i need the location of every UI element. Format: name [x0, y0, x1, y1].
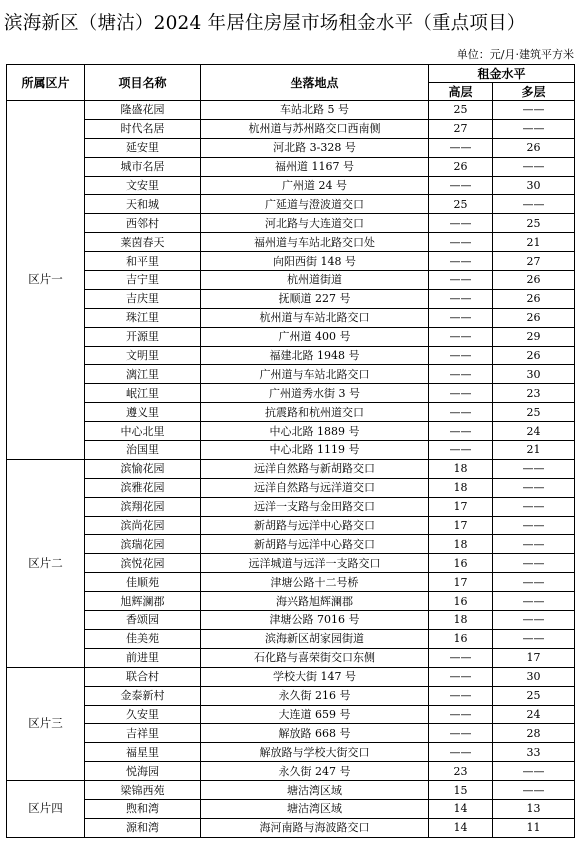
- project-name-cell: 时代名居: [85, 119, 201, 138]
- location-cell: 远洋自然路与新胡路交口: [201, 459, 429, 478]
- project-name-cell: 滨雅花园: [85, 478, 201, 497]
- header-high-rise: 高层: [429, 83, 493, 101]
- table-row: [7, 308, 575, 327]
- header-rent-level: 租金水平: [429, 65, 575, 83]
- high-rise-rent-cell: ——: [429, 422, 493, 441]
- high-rise-rent-cell: 16: [429, 554, 493, 573]
- multi-storey-rent-cell: ——: [493, 459, 575, 478]
- table-row: [7, 535, 575, 554]
- multi-storey-rent-cell: ——: [493, 573, 575, 592]
- table-row: [7, 365, 575, 384]
- project-name-cell: 福星里: [85, 743, 201, 762]
- table-row: [7, 289, 575, 308]
- location-cell: 广州道与车站北路交口: [201, 365, 429, 384]
- high-rise-rent-cell: ——: [429, 705, 493, 724]
- location-cell: 车站北路 5 号: [201, 101, 429, 120]
- multi-storey-rent-cell: 11: [493, 818, 575, 837]
- table-row: [7, 138, 575, 157]
- location-cell: 广州道 400 号: [201, 327, 429, 346]
- high-rise-rent-cell: ——: [429, 138, 493, 157]
- location-cell: 广州道 24 号: [201, 176, 429, 195]
- project-name-cell: 联合村: [85, 667, 201, 686]
- table-row: [7, 667, 575, 686]
- table-row: [7, 195, 575, 214]
- multi-storey-rent-cell: ——: [493, 497, 575, 516]
- location-cell: 海河南路与海波路交口: [201, 818, 429, 837]
- project-name-cell: 漓江里: [85, 365, 201, 384]
- location-cell: 学校大街 147 号: [201, 667, 429, 686]
- project-name-cell: 吉祥里: [85, 724, 201, 743]
- high-rise-rent-cell: 27: [429, 119, 493, 138]
- table-row: [7, 705, 575, 724]
- high-rise-rent-cell: 23: [429, 762, 493, 781]
- high-rise-rent-cell: 16: [429, 592, 493, 611]
- location-cell: 河北路与大连道交口: [201, 214, 429, 233]
- project-name-cell: 前进里: [85, 648, 201, 667]
- location-cell: 解放路 668 号: [201, 724, 429, 743]
- header-multi-storey: 多层: [493, 83, 575, 101]
- table-row: [7, 327, 575, 346]
- project-name-cell: 久安里: [85, 705, 201, 724]
- project-name-cell: 莱茵春天: [85, 233, 201, 252]
- header-location: 坐落地点: [201, 65, 429, 101]
- multi-storey-rent-cell: 26: [493, 289, 575, 308]
- table-row: [7, 818, 575, 837]
- high-rise-rent-cell: ——: [429, 686, 493, 705]
- project-name-cell: 治国里: [85, 441, 201, 460]
- table-row: [7, 157, 575, 176]
- header-project: 项目名称: [85, 65, 201, 101]
- high-rise-rent-cell: ——: [429, 308, 493, 327]
- table-row: [7, 516, 575, 535]
- location-cell: 津塘公路 7016 号: [201, 611, 429, 630]
- high-rise-rent-cell: 15: [429, 781, 493, 800]
- location-cell: 广州道秀水街 3 号: [201, 384, 429, 403]
- high-rise-rent-cell: ——: [429, 743, 493, 762]
- unit-note: 单位：元/月·建筑平方米: [456, 48, 574, 61]
- project-name-cell: 文安里: [85, 176, 201, 195]
- project-name-cell: 西邻村: [85, 214, 201, 233]
- table-row: [7, 724, 575, 743]
- location-cell: 永久街 216 号: [201, 686, 429, 705]
- location-cell: 河北路 3-328 号: [201, 138, 429, 157]
- high-rise-rent-cell: ——: [429, 648, 493, 667]
- multi-storey-rent-cell: ——: [493, 611, 575, 630]
- location-cell: 福建北路 1948 号: [201, 346, 429, 365]
- project-name-cell: 佳美苑: [85, 629, 201, 648]
- high-rise-rent-cell: ——: [429, 384, 493, 403]
- multi-storey-rent-cell: 30: [493, 176, 575, 195]
- location-cell: 滨海新区胡家园街道: [201, 629, 429, 648]
- location-cell: 海兴路旭辉澜郡: [201, 592, 429, 611]
- multi-storey-rent-cell: 24: [493, 705, 575, 724]
- high-rise-rent-cell: 18: [429, 611, 493, 630]
- multi-storey-rent-cell: 13: [493, 799, 575, 818]
- multi-storey-rent-cell: 30: [493, 365, 575, 384]
- table-row: [7, 384, 575, 403]
- table-row: [7, 743, 575, 762]
- project-name-cell: 中心北里: [85, 422, 201, 441]
- location-cell: 津塘公路十二号桥: [201, 573, 429, 592]
- project-name-cell: 旭辉澜郡: [85, 592, 201, 611]
- high-rise-rent-cell: 26: [429, 157, 493, 176]
- table-row: [7, 101, 575, 120]
- high-rise-rent-cell: 25: [429, 101, 493, 120]
- project-name-cell: 延安里: [85, 138, 201, 157]
- high-rise-rent-cell: 18: [429, 535, 493, 554]
- project-name-cell: 源和湾: [85, 818, 201, 837]
- table-row: [7, 478, 575, 497]
- multi-storey-rent-cell: 23: [493, 384, 575, 403]
- multi-storey-rent-cell: ——: [493, 554, 575, 573]
- multi-storey-rent-cell: 25: [493, 403, 575, 422]
- multi-storey-rent-cell: 25: [493, 214, 575, 233]
- high-rise-rent-cell: ——: [429, 176, 493, 195]
- project-name-cell: 遵义里: [85, 403, 201, 422]
- table-row: [7, 781, 575, 800]
- multi-storey-rent-cell: ——: [493, 101, 575, 120]
- location-cell: 抚顺道 227 号: [201, 289, 429, 308]
- multi-storey-rent-cell: 26: [493, 271, 575, 290]
- high-rise-rent-cell: ——: [429, 365, 493, 384]
- location-cell: 中心北路 1119 号: [201, 441, 429, 460]
- multi-storey-rent-cell: ——: [493, 478, 575, 497]
- location-cell: 大连道 659 号: [201, 705, 429, 724]
- location-cell: 杭州道与车站北路交口: [201, 308, 429, 327]
- multi-storey-rent-cell: ——: [493, 781, 575, 800]
- multi-storey-rent-cell: ——: [493, 592, 575, 611]
- table-row: [7, 459, 575, 478]
- multi-storey-rent-cell: ——: [493, 535, 575, 554]
- table-row: [7, 611, 575, 630]
- region-cell: 区片二: [7, 459, 85, 667]
- multi-storey-rent-cell: 27: [493, 252, 575, 271]
- project-name-cell: 滨翔花园: [85, 497, 201, 516]
- multi-storey-rent-cell: ——: [493, 629, 575, 648]
- project-name-cell: 吉庆里: [85, 289, 201, 308]
- rent-table: [6, 64, 575, 838]
- project-name-cell: 吉宁里: [85, 271, 201, 290]
- location-cell: 远洋一支路与金田路交口: [201, 497, 429, 516]
- table-row: [7, 252, 575, 271]
- project-name-cell: 滨悦花园: [85, 554, 201, 573]
- multi-storey-rent-cell: 29: [493, 327, 575, 346]
- multi-storey-rent-cell: 26: [493, 138, 575, 157]
- location-cell: 塘沽湾区域: [201, 781, 429, 800]
- project-name-cell: 金泰新村: [85, 686, 201, 705]
- multi-storey-rent-cell: 33: [493, 743, 575, 762]
- high-rise-rent-cell: ——: [429, 271, 493, 290]
- table-row: [7, 762, 575, 781]
- region-cell: 区片三: [7, 667, 85, 780]
- location-cell: 中心北路 1889 号: [201, 422, 429, 441]
- high-rise-rent-cell: 14: [429, 818, 493, 837]
- project-name-cell: 悦海园: [85, 762, 201, 781]
- table-row: [7, 176, 575, 195]
- multi-storey-rent-cell: ——: [493, 195, 575, 214]
- high-rise-rent-cell: ——: [429, 346, 493, 365]
- project-name-cell: 滨尚花园: [85, 516, 201, 535]
- multi-storey-rent-cell: 24: [493, 422, 575, 441]
- high-rise-rent-cell: 17: [429, 573, 493, 592]
- multi-storey-rent-cell: 26: [493, 308, 575, 327]
- multi-storey-rent-cell: ——: [493, 762, 575, 781]
- project-name-cell: 滨愉花园: [85, 459, 201, 478]
- multi-storey-rent-cell: 17: [493, 648, 575, 667]
- multi-storey-rent-cell: 21: [493, 441, 575, 460]
- project-name-cell: 香颂园: [85, 611, 201, 630]
- table-row: [7, 233, 575, 252]
- table-row: [7, 403, 575, 422]
- location-cell: 远洋自然路与远洋道交口: [201, 478, 429, 497]
- region-cell: 区片四: [7, 781, 85, 838]
- location-cell: 塘沽湾区域: [201, 799, 429, 818]
- table-row: [7, 271, 575, 290]
- multi-storey-rent-cell: 25: [493, 686, 575, 705]
- high-rise-rent-cell: ——: [429, 233, 493, 252]
- high-rise-rent-cell: 17: [429, 497, 493, 516]
- high-rise-rent-cell: 17: [429, 516, 493, 535]
- header-region: 所属区片: [7, 65, 85, 101]
- table-row: [7, 799, 575, 818]
- multi-storey-rent-cell: ——: [493, 119, 575, 138]
- high-rise-rent-cell: 18: [429, 459, 493, 478]
- high-rise-rent-cell: ——: [429, 403, 493, 422]
- high-rise-rent-cell: 25: [429, 195, 493, 214]
- high-rise-rent-cell: 14: [429, 799, 493, 818]
- multi-storey-rent-cell: 26: [493, 346, 575, 365]
- location-cell: 抗震路和杭州道交口: [201, 403, 429, 422]
- location-cell: 福州道与车站北路交口处: [201, 233, 429, 252]
- multi-storey-rent-cell: 21: [493, 233, 575, 252]
- project-name-cell: 煦和湾: [85, 799, 201, 818]
- multi-storey-rent-cell: ——: [493, 516, 575, 535]
- table-row: [7, 119, 575, 138]
- table-row: [7, 441, 575, 460]
- location-cell: 向阳西街 148 号: [201, 252, 429, 271]
- table-row: [7, 497, 575, 516]
- project-name-cell: 天和城: [85, 195, 201, 214]
- table-row: [7, 629, 575, 648]
- multi-storey-rent-cell: 30: [493, 667, 575, 686]
- project-name-cell: 文明里: [85, 346, 201, 365]
- high-rise-rent-cell: ——: [429, 667, 493, 686]
- high-rise-rent-cell: ——: [429, 327, 493, 346]
- high-rise-rent-cell: 16: [429, 629, 493, 648]
- project-name-cell: 开源里: [85, 327, 201, 346]
- multi-storey-rent-cell: 28: [493, 724, 575, 743]
- location-cell: 杭州道街道: [201, 271, 429, 290]
- table-row: [7, 214, 575, 233]
- high-rise-rent-cell: ——: [429, 724, 493, 743]
- location-cell: 广延道与澄波道交口: [201, 195, 429, 214]
- location-cell: 福州道 1167 号: [201, 157, 429, 176]
- table-row: [7, 573, 575, 592]
- project-name-cell: 佳顺苑: [85, 573, 201, 592]
- project-name-cell: 滨瑞花园: [85, 535, 201, 554]
- table-row: [7, 554, 575, 573]
- location-cell: 杭州道与苏州路交口西南侧: [201, 119, 429, 138]
- location-cell: 新胡路与远洋中心路交口: [201, 535, 429, 554]
- project-name-cell: 隆盛花园: [85, 101, 201, 120]
- table-row: [7, 686, 575, 705]
- page-title: 滨海新区（塘沽）2024 年居住房屋市场租金水平（重点项目）: [4, 13, 526, 34]
- table-row: [7, 592, 575, 611]
- location-cell: 石化路与喜荣街交口东侧: [201, 648, 429, 667]
- high-rise-rent-cell: ——: [429, 441, 493, 460]
- project-name-cell: 梁锦西苑: [85, 781, 201, 800]
- location-cell: 远洋城道与远洋一支路交口: [201, 554, 429, 573]
- location-cell: 解放路与学校大街交口: [201, 743, 429, 762]
- project-name-cell: 珠江里: [85, 308, 201, 327]
- table-row: [7, 648, 575, 667]
- high-rise-rent-cell: ——: [429, 252, 493, 271]
- high-rise-rent-cell: ——: [429, 289, 493, 308]
- location-cell: 新胡路与远洋中心路交口: [201, 516, 429, 535]
- table-body: [7, 101, 575, 838]
- multi-storey-rent-cell: ——: [493, 157, 575, 176]
- location-cell: 永久街 247 号: [201, 762, 429, 781]
- project-name-cell: 和平里: [85, 252, 201, 271]
- table-row: [7, 346, 575, 365]
- project-name-cell: 岷江里: [85, 384, 201, 403]
- high-rise-rent-cell: 18: [429, 478, 493, 497]
- table-row: [7, 422, 575, 441]
- project-name-cell: 城市名居: [85, 157, 201, 176]
- high-rise-rent-cell: ——: [429, 214, 493, 233]
- region-cell: 区片一: [7, 101, 85, 460]
